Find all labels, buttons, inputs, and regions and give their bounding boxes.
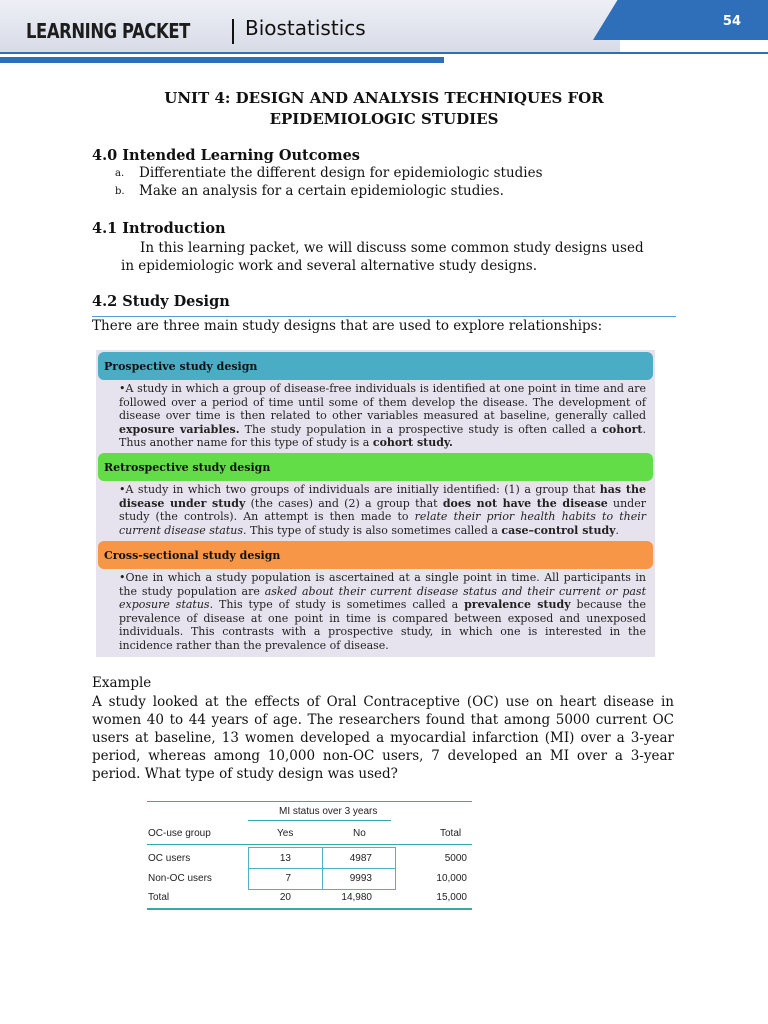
heading-rule bbox=[92, 316, 676, 317]
retrospective-description: •A study in which two groups of individuals are initially identified: (1) a group that has the disease under study (the cases) and (2) a group that does not have the disease under study (the controls). An attempt is then made to relate their prior health habits to their current disease status. This type of study is also sometimes called a case–control study. bbox=[119, 483, 646, 537]
intro-paragraph-line: in epidemiologic work and several alternative study designs. bbox=[121, 258, 537, 274]
prospective-description: •A study in which a group of disease-free individuals is identified at one point in time and are followed over a period of time until some of them develop the disease. The development of disease over time is then related to other variables measured at baseline, generally called exposure variables. The study population in a prospective study is often called a cohort. Thus another name for this type of study is a cohort study. bbox=[119, 382, 646, 450]
header-rule bbox=[147, 844, 472, 845]
column-header: Yes bbox=[277, 828, 294, 839]
cell-value: 4987 bbox=[349, 853, 372, 864]
oc-mi-table bbox=[147, 800, 472, 912]
example-label: Example bbox=[92, 675, 152, 691]
title-separator bbox=[232, 19, 234, 44]
example-text: A study looked at the effects of Oral Contraceptive (OC) use on heart disease in women 40 to 44 years of age. The researchers found that among 5000 current OC users at baseline, 13 women developed a myocardial infarction (MI) over a 3-year period, whereas among 10,000 non-OC users, 7 developed an MI over a 3-year period. What type of study design was used? bbox=[92, 694, 674, 782]
header-accent-bar bbox=[0, 57, 444, 63]
study-design-intro: There are three main study designs that are used to explore relationships: bbox=[92, 318, 603, 334]
table-top-rule bbox=[147, 801, 472, 802]
cell-value: 13 bbox=[279, 853, 291, 864]
group-header-rule bbox=[248, 820, 391, 821]
cell-value: 14,980 bbox=[341, 892, 372, 903]
cell-value: 7 bbox=[285, 873, 291, 884]
row-label: Total bbox=[148, 892, 170, 903]
column-header: No bbox=[353, 828, 366, 839]
cell-value: 20 bbox=[279, 892, 291, 903]
cell-grid-divider bbox=[248, 868, 396, 869]
prospective-title-bar bbox=[98, 352, 653, 380]
cell-value: 10,000 bbox=[436, 873, 467, 884]
intro-heading: 4.1 Introduction bbox=[92, 220, 226, 237]
list-marker: a. bbox=[115, 168, 125, 179]
cross-sectional-title: Cross-sectional study design bbox=[104, 548, 281, 562]
page-number: 54 bbox=[722, 14, 741, 29]
row-label: OC users bbox=[148, 853, 191, 864]
subject-title: Biostatistics bbox=[245, 16, 366, 40]
study-design-heading: 4.2 Study Design bbox=[92, 293, 230, 310]
table-group-header: MI status over 3 years bbox=[279, 806, 378, 817]
table-bottom-rule bbox=[147, 908, 472, 910]
cell-value: 5000 bbox=[444, 853, 467, 864]
cross-sectional-title-bar bbox=[98, 541, 653, 569]
study-design-diagram bbox=[96, 350, 655, 657]
column-header: OC-use group bbox=[148, 828, 211, 839]
unit-title: UNIT 4: DESIGN AND ANALYSIS TECHNIQUES FOR EPIDEMIOLOGIC STUDIES bbox=[164, 89, 604, 128]
cell-value: 15,000 bbox=[436, 892, 467, 903]
ilo-heading: 4.0 Intended Learning Outcomes bbox=[92, 147, 360, 164]
packet-title: LEARNING PACKET bbox=[26, 19, 190, 43]
prospective-title: Prospective study design bbox=[104, 359, 258, 373]
cross-sectional-description: •One in which a study population is ascertained at a single point in time. All participants in the study population are asked about their current disease status and their current or past exposure status. This type of study is sometimes called a prevalence study because the prevalence of disease at one point in time is compared between exposed and unexposed individuals. This contrasts with a prospective study, in which one is interested in the incidence rather than the prevalence of disease. bbox=[119, 571, 646, 652]
list-marker: b. bbox=[115, 186, 125, 197]
cell-value: 9993 bbox=[349, 873, 372, 884]
list-item: Make an analysis for a certain epidemiologic studies. bbox=[139, 183, 504, 199]
column-header: Total bbox=[440, 828, 462, 839]
header-page-tab bbox=[593, 0, 768, 40]
retrospective-title-bar bbox=[98, 453, 653, 481]
header-divider bbox=[0, 52, 768, 54]
row-label: Non-OC users bbox=[148, 873, 212, 884]
intro-paragraph-line: In this learning packet, we will discuss some common study designs used bbox=[140, 240, 644, 256]
list-item: Differentiate the different design for epidemiologic studies bbox=[139, 165, 543, 181]
retrospective-title: Retrospective study design bbox=[104, 460, 271, 474]
